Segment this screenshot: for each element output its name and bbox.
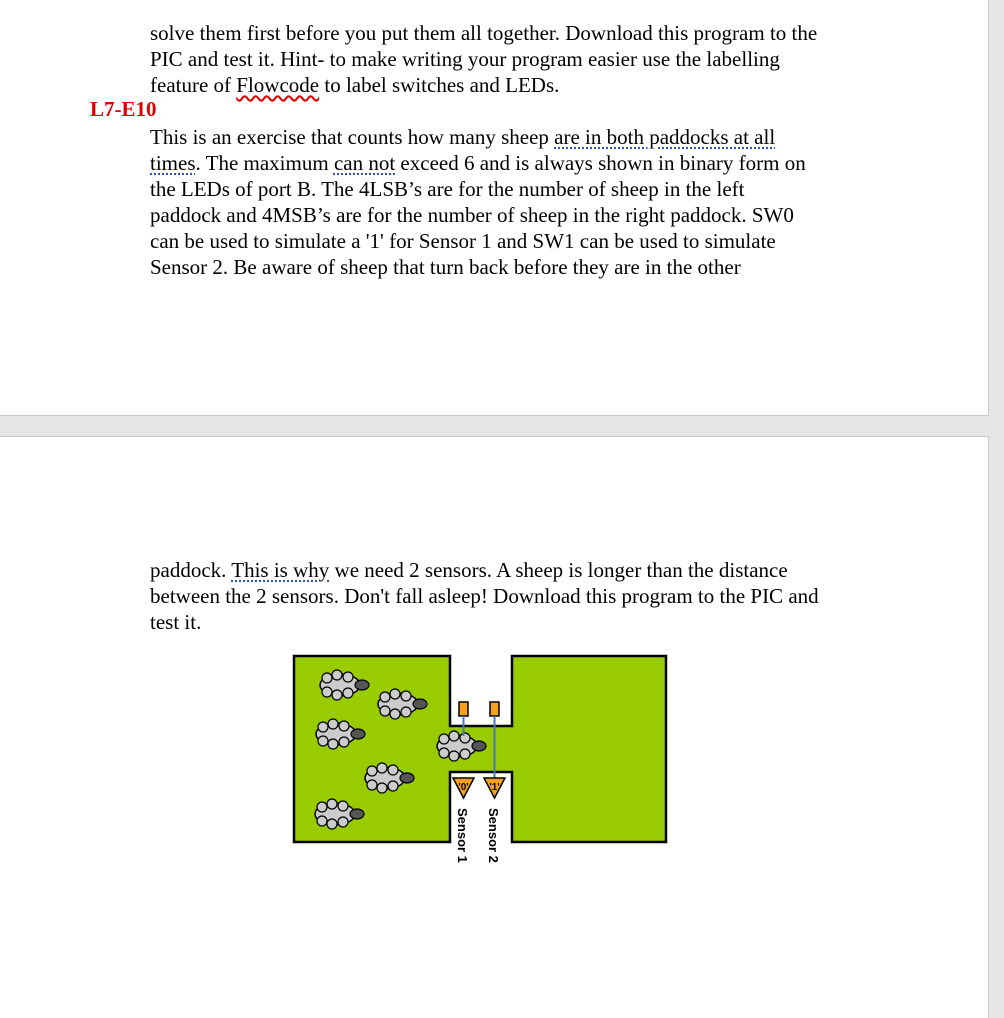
grammar-flag-3[interactable]: can not [333,151,396,175]
exercise-heading: L7-E10 [90,97,157,121]
continued-paragraph [150,557,890,635]
paddock-diagram [290,652,670,867]
sensor-1-label: Sensor 1 [455,808,470,863]
intro-line-1: solve them first before you put them all together. Download this program to the [150,21,818,45]
exercise-line-3: the LEDs of port B. The 4LSB’s are for the number of sheep in the left [150,177,745,201]
grammar-flag-4[interactable]: This is why [231,558,330,582]
intro-line-3a: feature of [150,73,237,97]
exercise-line-5: can be used to simulate a '1' for Sensor 1 and SW1 can be used to simulate [150,229,776,253]
exercise-line-1a: This is an exercise that counts how many sheep [150,125,555,149]
continued-line-1b: we need 2 sensors. A sheep is longer than the distance [329,558,788,582]
exercise-line-6: Sensor 2. Be aware of sheep that turn back before they are in the other [150,255,741,279]
intro-paragraph [150,20,890,98]
exercise-line-2a: . The maximum [195,151,334,175]
continued-line-1a: paddock. [150,558,232,582]
grammar-flag-1[interactable]: are in both paddocks at all [554,125,776,149]
sensor-2-value: '1' [489,782,500,793]
sensor-1-emitter [459,702,468,716]
sensor-2-label: Sensor 2 [486,808,501,863]
sensor-1-value: '0' [458,782,469,793]
continued-line-2: between the 2 sensors. Don't fall asleep! Download this program to the PIC and [150,584,819,608]
intro-line-2: PIC and test it. Hint- to make writing your program easier use the labelling [150,47,780,71]
sensor-2-emitter [490,702,499,716]
continued-line-3: test it. [150,610,202,634]
exercise-line-2b: exceed 6 and is always shown in binary form on [395,151,806,175]
spelling-flag-flowcode[interactable]: Flowcode [236,73,320,97]
intro-line-3b: to label switches and LEDs. [319,73,560,97]
exercise-paragraph [150,124,890,280]
grammar-flag-2[interactable]: times [150,151,196,175]
exercise-line-4: paddock and 4MSB’s are for the number of sheep in the right paddock. SW0 [150,203,794,227]
document-page-1 [0,0,989,416]
